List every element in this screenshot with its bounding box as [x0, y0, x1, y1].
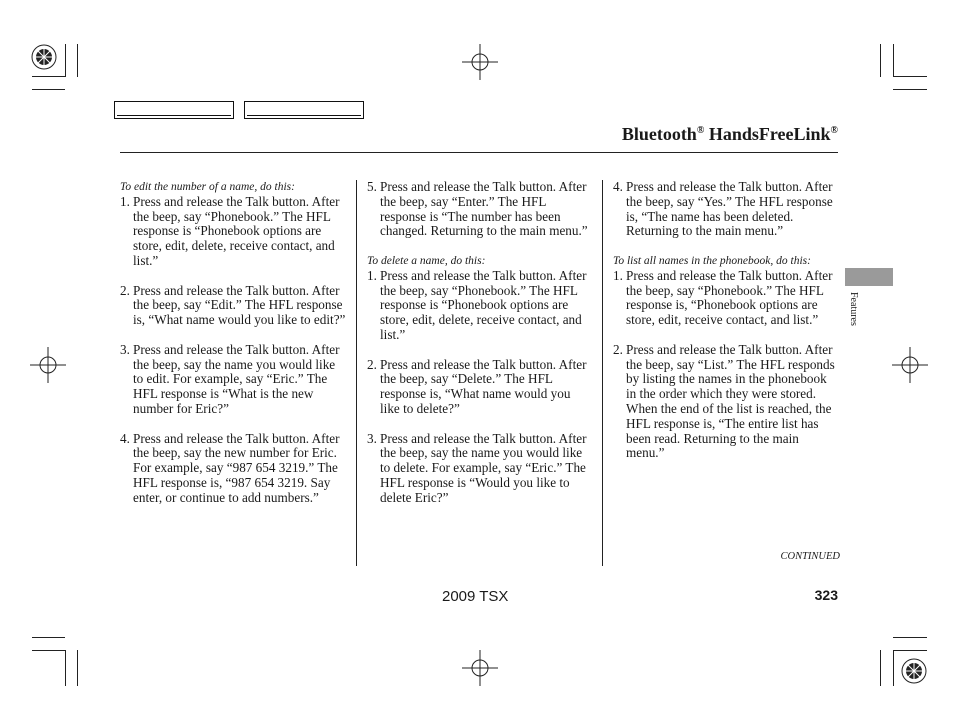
list-item: 5. Press and release the Talk button. After the beep, say “Enter.” The HFL response is “The number has been changed. Returning to the main menu.”	[367, 179, 588, 239]
section-intro: To edit the number of a name, do this:	[120, 181, 295, 193]
section-tab-label: Features	[848, 292, 859, 326]
list-item: 3. Press and release the Talk button. After the beep, say the name you would like to delete. For example, say “Eric.” The HFL response is “Would you like to delete Eric?”	[367, 430, 587, 505]
continued-note: CONTINUED	[780, 551, 840, 562]
list-item: 2. Press and release the Talk button. After the beep, say “Delete.” The HFL response is, “What name would you like to delete?”	[367, 356, 587, 416]
page-title: Bluetooth® HandsFreeLink®	[621, 124, 838, 144]
header-tab-box	[244, 101, 364, 119]
column-2	[367, 180, 593, 506]
column-divider	[356, 180, 357, 566]
column-divider	[602, 180, 603, 566]
list-item: 4. Press and release the Talk button. After the beep, say the new number for Eric. For example, say “987 654 3219.” The HFL response is, “987 654 3219. Say enter, or continue to add numbers.”	[120, 430, 340, 505]
list-item: 2. Press and release the Talk button. After the beep, say “Edit.” The HFL response is, “What name would you like to edit?”	[120, 282, 346, 328]
list-item: 4. Press and release the Talk button. After the beep, say “Yes.” The HFL response is, “The name has been deleted. Returning to the main menu.”	[613, 179, 833, 239]
column-3	[613, 180, 839, 461]
page-number: 323	[814, 587, 838, 603]
section-tab	[845, 268, 893, 286]
list-item: 2. Press and release the Talk button. After the beep, say “List.” The HFL responds by listing the names in the phonebook in the order which they were stored. When the end of the list is reached, the HFL response is, “The entire list has been read. Returning to the main menu.”	[613, 341, 835, 461]
sunburst-icon	[32, 45, 56, 69]
list-item: 1. Press and release the Talk button. After the beep, say “Phonebook.” The HFL response is “Phonebook options are store, edit, delete, receive contact, and list.”	[367, 267, 587, 342]
sunburst-icon	[902, 659, 926, 683]
section-intro: To list all names in the phonebook, do this:	[613, 254, 811, 267]
section-intro: To delete a name, do this:	[367, 254, 486, 267]
list-item: 3. Press and release the Talk button. After the beep, say the name you would like to edit. For example, say “Eric.” The HFL response is “What is the new number for Eric?”	[120, 341, 340, 416]
list-item: 1. Press and release the Talk button. After the beep, say “Phonebook.” The HFL response is, “Phonebook options are store, edit, receive contact, and list.”	[613, 267, 833, 328]
footer-model: 2009 TSX	[442, 588, 509, 605]
title-rule	[120, 152, 838, 153]
list-item: 1. Press and release the Talk button. After the beep, say “Phonebook.” The HFL response is “Phonebook options are store, edit, delete, receive contact, and list.”	[120, 193, 340, 268]
column-1	[120, 180, 348, 506]
header-tab-box	[114, 101, 234, 119]
